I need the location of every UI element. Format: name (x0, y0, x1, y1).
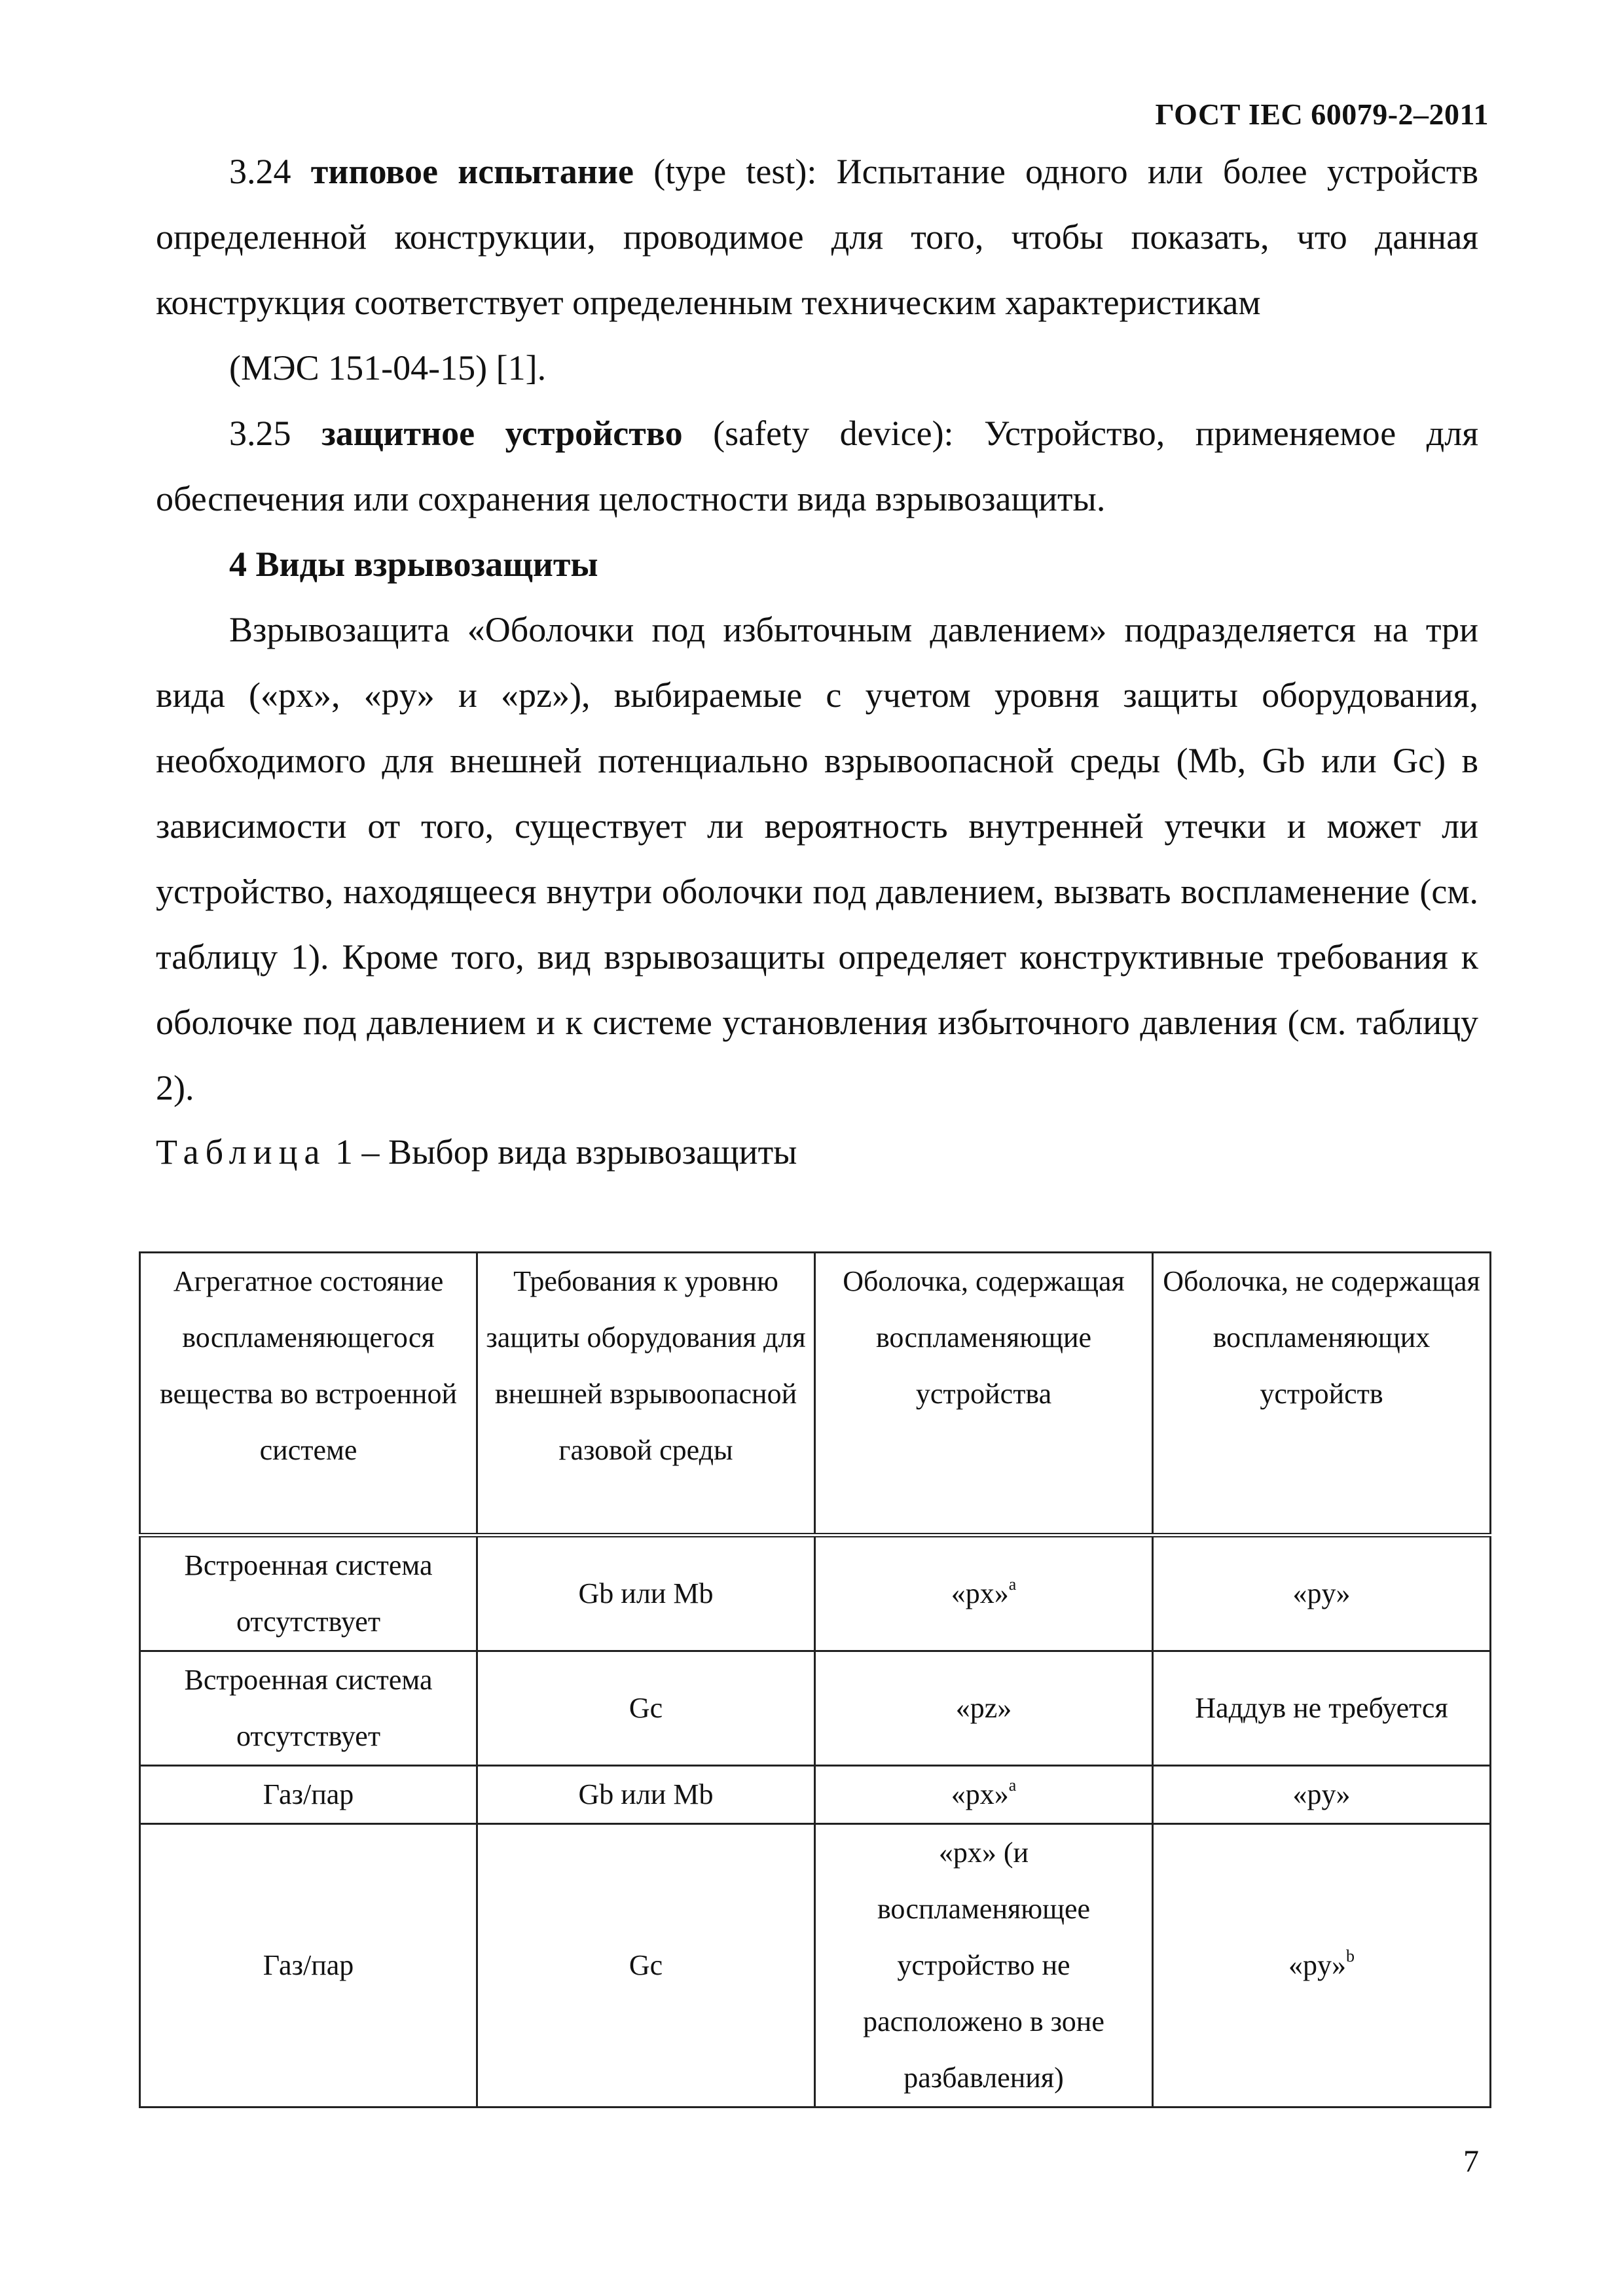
table-cell: Gc (477, 1651, 815, 1766)
clause-term-en: (safety device): (713, 414, 954, 453)
table-row (140, 1766, 1491, 1824)
table-cell: Gb или Mb (477, 1535, 815, 1651)
clause-definition: Устройство, применяемое для обеспечения или сохранения целостности вида взрывозащиты. (156, 414, 1479, 518)
table-cell: «pz» (815, 1651, 1153, 1766)
document-body (156, 139, 1478, 1185)
table-cell: Gb или Mb (477, 1766, 815, 1824)
footnote-marker: a (1008, 1575, 1017, 1594)
clause-term-en: (type test): (653, 152, 817, 191)
page-number: 7 (1463, 2144, 1479, 2179)
clause-3-24 (156, 139, 1478, 335)
table-cell: Наддув не требуется (1153, 1651, 1491, 1766)
table-cell: «py»$^b$ (1153, 1824, 1491, 2108)
table-cell: Газ/пар (140, 1824, 477, 2108)
table-caption-label: Таблица (156, 1132, 327, 1172)
clause-term: типовое испытание (310, 152, 634, 191)
table-cell: «px»$^a$ (815, 1535, 1153, 1651)
table-row (140, 1824, 1491, 2108)
table-cell: «px»$^a$ (815, 1766, 1153, 1824)
table-cell: «py» (1153, 1535, 1491, 1651)
table-cell: Gc (477, 1824, 815, 2108)
clause-3-24-reference: (МЭС 151-04-15) [1]. (229, 348, 547, 387)
table-row (140, 1535, 1491, 1651)
protection-type-table (139, 1251, 1491, 2108)
footnote-marker: a (1008, 1776, 1017, 1795)
clause-number: 3.25 (229, 414, 291, 453)
table-header-row (140, 1253, 1491, 1535)
header-cell: Агрегатное состояние воспламеняющегося вещества во встроенной системе (140, 1253, 477, 1535)
table-cell: «px» (и воспламеняющее устройство не расположено в зоне разбавления) (815, 1824, 1153, 2108)
clause-definition: Испытание одного или более устройств определенной конструкции, проводимое для того, чтобы показать, что данная конструкция соответствует определенным техническим характеристикам (156, 152, 1479, 322)
header-cell: Требования к уровню защиты оборудования для внешней взрывоопасной газовой среды (477, 1253, 815, 1535)
header-cell: Оболочка, не содержащая воспламеняющих устройств (1153, 1253, 1491, 1535)
clause-term: защитное устройство (321, 414, 683, 453)
table-row (140, 1651, 1491, 1766)
footnote-marker: b (1346, 1946, 1355, 1965)
header-cell: Оболочка, содержащая воспламеняющие устройства (815, 1253, 1153, 1535)
table-caption-title: 1 – Выбор вида взрывозащиты (335, 1132, 797, 1172)
table-cell: Встроенная система отсутствует (140, 1651, 477, 1766)
section-heading: 4 Виды взрывозащиты (229, 545, 598, 584)
table-caption (156, 1119, 1478, 1185)
clause-number: 3.24 (229, 152, 291, 191)
clause-3-25 (156, 401, 1478, 531)
table-cell: Газ/пар (140, 1766, 477, 1824)
document-header-code: ГОСТ IEC 60079-2–2011 (1155, 98, 1489, 131)
table-cell: «py» (1153, 1766, 1491, 1824)
section-paragraph: Взрывозащита «Оболочки под избыточным давлением» подразделяется на три вида («px», «py» и «pz»), выбираемые с учетом уровня защиты оборудования, необходимого для внешней потенциально взрывоопасной среды (Mb, Gb или Gc) в зависимости от того, существует ли вероятность внутренней утечки и может ли устройство, находящееся внутри оболочки под давлением, вызвать воспламенение (см. таблицу 1). Кроме того, вид взрывозащиты определяет конструктивные требования к оболочке под давлением и к системе установления избыточного давления (см. таблицу 2). (156, 610, 1478, 1107)
table-cell: Встроенная система отсутствует (140, 1535, 477, 1651)
